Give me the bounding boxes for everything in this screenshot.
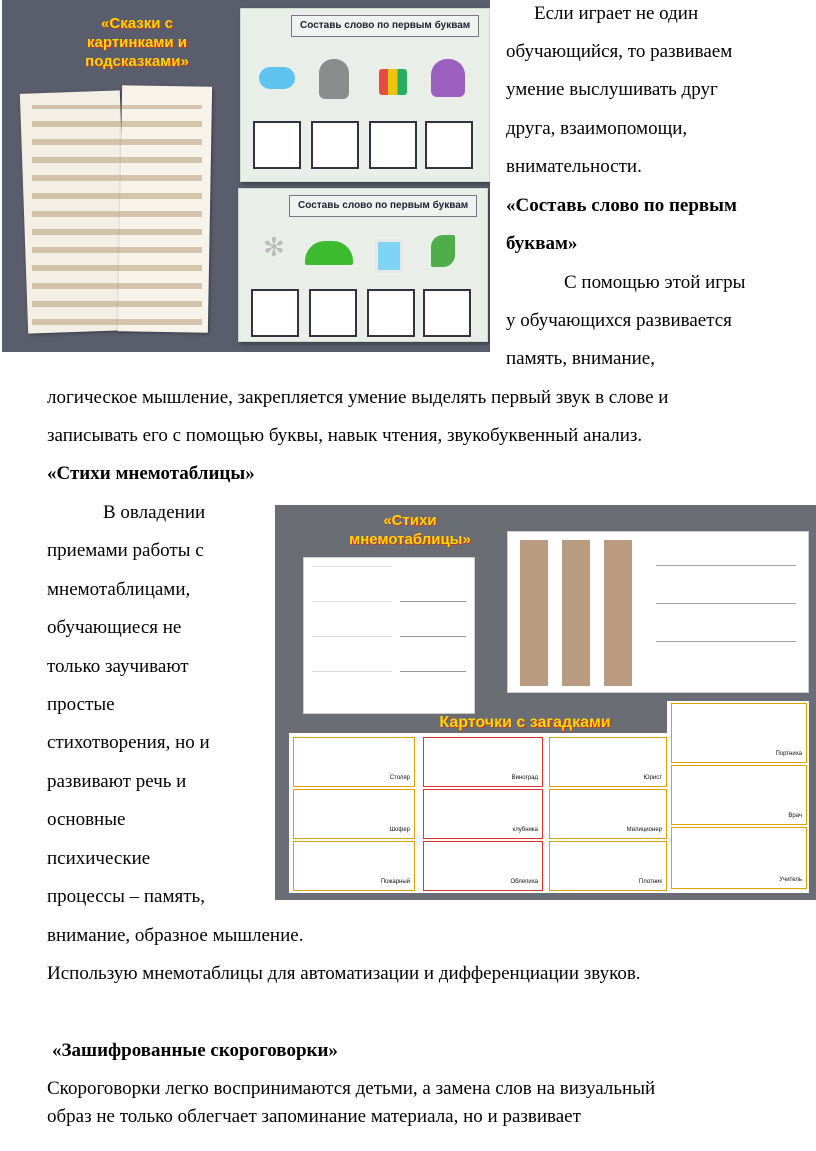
letter-box — [253, 121, 301, 169]
snowflake-icon: ✻ — [263, 233, 285, 263]
riddle-card — [549, 841, 667, 891]
para1-line4: друга, взаимопомощи, — [506, 118, 688, 139]
letter-box — [369, 121, 417, 169]
riddle-card — [293, 737, 415, 787]
para5-line1: Скороговорки легко воспринимаются детьми, а замена слов на визуальный — [47, 1078, 656, 1099]
para3-line1: В овладении — [103, 502, 206, 523]
para3-line6: простые — [47, 694, 115, 715]
letter-box — [423, 289, 471, 337]
riddle-card — [423, 841, 543, 891]
mnemotable-card-left — [303, 557, 475, 714]
para2-line1: С помощью этой игры — [564, 272, 746, 293]
word-game-board-1 — [240, 8, 490, 182]
para3-line4: обучающиеся не — [47, 617, 182, 638]
para2-line3: память, внимание, — [506, 348, 655, 369]
riddle-card — [293, 841, 415, 891]
riddle-card-label: Пожарный — [380, 879, 410, 885]
riddle-card-label: Столяр — [389, 775, 410, 781]
para3-line2: приемами работы с — [47, 540, 204, 561]
para1-line1: Если играет не один — [534, 3, 699, 24]
cloud-icon — [259, 67, 295, 89]
riddle-card — [671, 827, 807, 889]
riddle-card — [293, 789, 415, 839]
word-game-board-2-title: Составь слово по первым буквам — [289, 195, 477, 217]
para3-line12: внимание, образное мышление. — [47, 925, 304, 946]
riddle-card-label: Врач — [788, 813, 802, 819]
riddle-card — [671, 765, 807, 825]
letter-box — [251, 289, 299, 337]
book-illustrations — [32, 105, 202, 325]
mnemotable-card-right — [507, 531, 809, 693]
mnemotables-photo — [275, 505, 816, 900]
socks-icon — [379, 69, 407, 95]
heading-tongue-twisters: «Зашифрованные скороговорки» — [52, 1040, 338, 1061]
para3-line10: психические — [47, 848, 151, 869]
riddle-card — [549, 789, 667, 839]
mnemotables-photo-title: «Стихи мнемотаблицы» — [349, 512, 471, 548]
para2-line5: записывать его с помощью буквы, навык чтения, звукобуквенный анализ. — [47, 425, 643, 446]
riddle-card-label: Виноград — [511, 775, 538, 781]
letter-box — [311, 121, 359, 169]
fairy-tales-photo — [2, 0, 490, 352]
para4: Использую мнемотаблицы для автоматизации и дифференциации звуков. — [47, 963, 641, 984]
riddle-card-label: Облепиха — [510, 879, 538, 885]
riddle-card-label: клубника — [512, 827, 538, 833]
fairy-tales-photo-label: «Сказки с картинками и подсказками» — [85, 15, 189, 70]
para3-line8: развивают речь и — [47, 771, 187, 792]
riddle-card-label: Плотник — [638, 879, 662, 885]
riddle-card — [671, 703, 807, 763]
para3-line7: стихотворения, но и — [47, 732, 210, 753]
window-icon — [375, 239, 403, 273]
letter-box — [367, 289, 415, 337]
heading-compose-word-1: «Составь слово по первым — [506, 195, 737, 216]
heading-compose-word-2: буквам» — [506, 233, 578, 254]
para5-line2: образ не только облегчает запоминание материала, но и развивает — [47, 1106, 581, 1127]
para1-line3: умение выслушивать друг — [506, 79, 718, 100]
lily-of-the-valley-icon — [431, 235, 455, 267]
para2-line4: логическое мышление, закрепляется умение выделять первый звук в слове и — [47, 387, 669, 408]
riddle-cards-title: Карточки с загадками — [439, 714, 611, 731]
grass-icon — [305, 241, 353, 265]
octopus-icon — [431, 59, 465, 97]
heading-mnemotables: «Стихи мнемотаблицы» — [47, 463, 255, 484]
cat-icon — [319, 59, 349, 99]
para3-line9: основные — [47, 809, 126, 830]
riddle-card — [549, 737, 667, 787]
para2-line2: у обучающихся развивается — [506, 310, 732, 331]
riddle-card-label: Шофер — [389, 827, 410, 833]
word-game-board-1-title: Составь слово по первым буквам — [291, 15, 479, 37]
para3-line11: процессы – память, — [47, 886, 205, 907]
letter-box — [425, 121, 473, 169]
riddle-card-label: Портниха — [775, 751, 802, 757]
para3-line3: мнемотаблицами, — [47, 579, 191, 600]
para1-line2: обучающийся, то развиваем — [506, 41, 733, 62]
riddle-card-label: Учитель — [779, 877, 802, 883]
riddle-card-label: Юрист — [643, 775, 662, 781]
riddle-card-label: Милиционер — [626, 827, 662, 833]
para3-line5: только заучивают — [47, 656, 189, 677]
letter-box — [309, 289, 357, 337]
para1-line5: внимательности. — [506, 156, 642, 177]
riddle-card — [423, 737, 543, 787]
word-game-board-2 — [238, 188, 488, 342]
riddle-card — [423, 789, 543, 839]
